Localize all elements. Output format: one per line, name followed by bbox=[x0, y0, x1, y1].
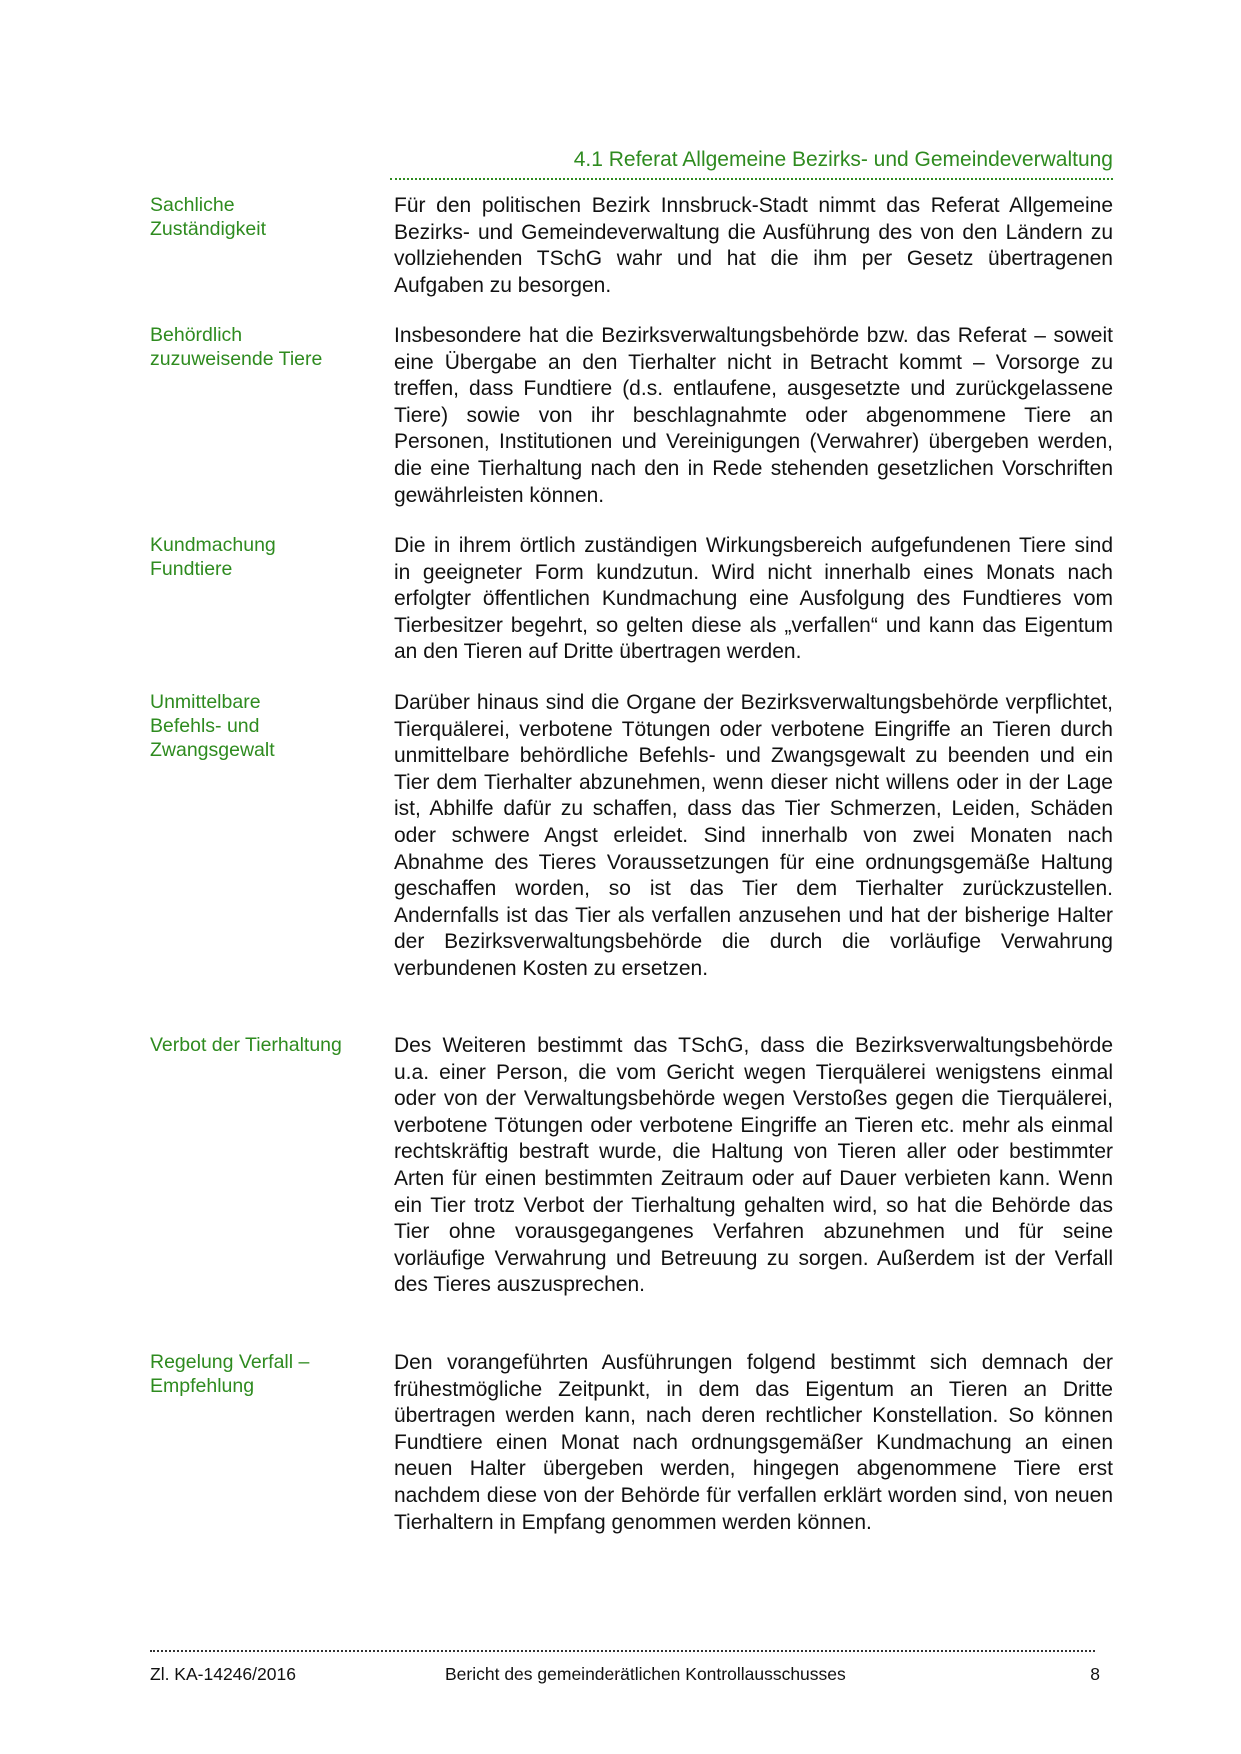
margin-label bbox=[150, 533, 370, 581]
paragraph: Des Weiteren bestimmt das TSchG, dass die Bezirksverwaltungsbehörde u.a. einer Person, die vom Gericht wegen Tierquälerei wenigstens einmal oder von der Verwaltungsbehörde wegen Verstoßes gegen die Tierquälerei, verbotene Tötungen oder verbotene Eingriffe an Tieren etc. mehr als einmal rechtskräftig bestraft wurde, die Haltung von Tieren aller oder bestimmter Arten für einen bestimmten Zeitraum oder auf Dauer verbieten kann. Wenn ein Tier trotz Verbot der Tierhaltung gehalten wird, so hat die Behörde das Tier ohne vorausgegangenes Verfahren abzunehmen und für seine vorläufige Verwahrung und Betreuung zu sorgen. Außerdem ist der Verfall des Tieres auszusprechen. bbox=[394, 1034, 1113, 1297]
margin-label-line: Zuständigkeit bbox=[150, 218, 266, 240]
margin-label-line: Zwangsgewalt bbox=[150, 739, 275, 761]
margin-label-line: Unmittelbare bbox=[150, 691, 261, 713]
margin-label bbox=[150, 1350, 370, 1398]
margin-label-line: Kundmachung bbox=[150, 534, 276, 556]
margin-label-line: Fundtiere bbox=[150, 558, 233, 580]
margin-label-line: zuzuweisende Tiere bbox=[150, 348, 323, 370]
paragraph: Insbesondere hat die Bezirksverwaltungsbehörde bzw. das Referat – soweit eine Übergabe an den Tierhalter nicht in Betracht kommt – Vorsorge zu treffen, dass Fundtiere (d.s. entlaufene, ausgesetzte und zurückgelassene Tiere) sowie von ihr beschlagnahmte oder abgenommene Tiere an Personen, Institutionen und Vereinigungen (Verwahrer) übergeben werden, die eine Tierhaltung nach den in Rede stehenden gesetzlichen Vorschriften gewährleisten können. bbox=[394, 324, 1113, 507]
margin-label-line: Verbot der Tierhaltung bbox=[150, 1034, 342, 1056]
footer-divider bbox=[150, 1650, 1095, 1652]
margin-label-line: Befehls- und bbox=[150, 715, 260, 737]
margin-label-line: Empfehlung bbox=[150, 1375, 255, 1397]
margin-label bbox=[150, 323, 370, 371]
paragraph: Für den politischen Bezirk Innsbruck-Stadt nimmt das Referat Allgemeine Bezirks- und Gemeindeverwaltung die Ausführung des von den Ländern zu vollziehenden TSchG wahr und hat die ihm per Gesetz übertragenen Aufgaben zu besorgen. bbox=[394, 194, 1113, 297]
margin-label bbox=[150, 690, 370, 762]
footer-reference: Zl. KA-14246/2016 bbox=[150, 1664, 296, 1684]
margin-label bbox=[150, 1033, 370, 1057]
page-number: 8 bbox=[1090, 1664, 1100, 1684]
margin-label-line: Sachliche bbox=[150, 194, 235, 216]
paragraph: Den vorangeführten Ausführungen folgend bestimmt sich demnach der frühestmögliche Zeitpunkt, in dem das Eigentum an Tieren an Dritte übertragen werden kann, nach deren rechtlicher Konstellation. So können Fundtiere einen Monat nach ordnungsgemäßer Kundmachung an einen neuen Halter übergeben werden, hingegen abgenommene Tiere erst nachdem diese von der Behörde für verfallen erklärt worden sind, von neuen Tierhaltern in Empfang genommen werden können. bbox=[394, 1351, 1113, 1534]
section-header-title: 4.1 Referat Allgemeine Bezirks- und Gemeindeverwaltung bbox=[573, 148, 1113, 171]
margin-label-line: Regelung Verfall – bbox=[150, 1351, 310, 1373]
paragraph: Darüber hinaus sind die Organe der Bezirksverwaltungsbehörde verpflichtet, Tierquälerei, verbotene Tötungen oder verbotene Eingriffe an Tieren durch unmittelbare behördliche Befehls- und Zwangsgewalt zu beenden und ein Tier dem Tierhalter abzunehmen, wenn dieser nicht willens oder in der Lage ist, Abhilfe dafür zu schaffen, dass das Tier Schmerzen, Leiden, Schäden oder schwere Angst erleidet. Sind innerhalb von zwei Monaten nach Abnahme des Tieres Voraussetzungen für eine ordnungsgemäße Haltung geschaffen worden, so ist das Tier dem Tierhalter zurückzustellen. Andernfalls ist das Tier als verfallen anzusehen und hat der bisherige Halter der Bezirksverwaltungsbehörde die durch die vorläufige Verwahrung verbundenen Kosten zu ersetzen. bbox=[394, 691, 1113, 980]
margin-label-line: Behördlich bbox=[150, 324, 243, 346]
footer-report-title: Bericht des gemeinderätlichen Kontrollausschusses bbox=[445, 1664, 846, 1684]
header-divider bbox=[390, 178, 1113, 180]
margin-label bbox=[150, 193, 370, 241]
paragraph: Die in ihrem örtlich zuständigen Wirkungsbereich aufgefundenen Tiere sind in geeigneter Form kundzutun. Wird nicht innerhalb eines Monats nach erfolgter öffentlichen Kundmachung eine Ausfolgung des Fundtieres vom Tierbesitzer begehrt, so gelten diese als „verfallen“ und kann das Eigentum an den Tieren auf Dritte übertragen werden. bbox=[394, 534, 1113, 664]
